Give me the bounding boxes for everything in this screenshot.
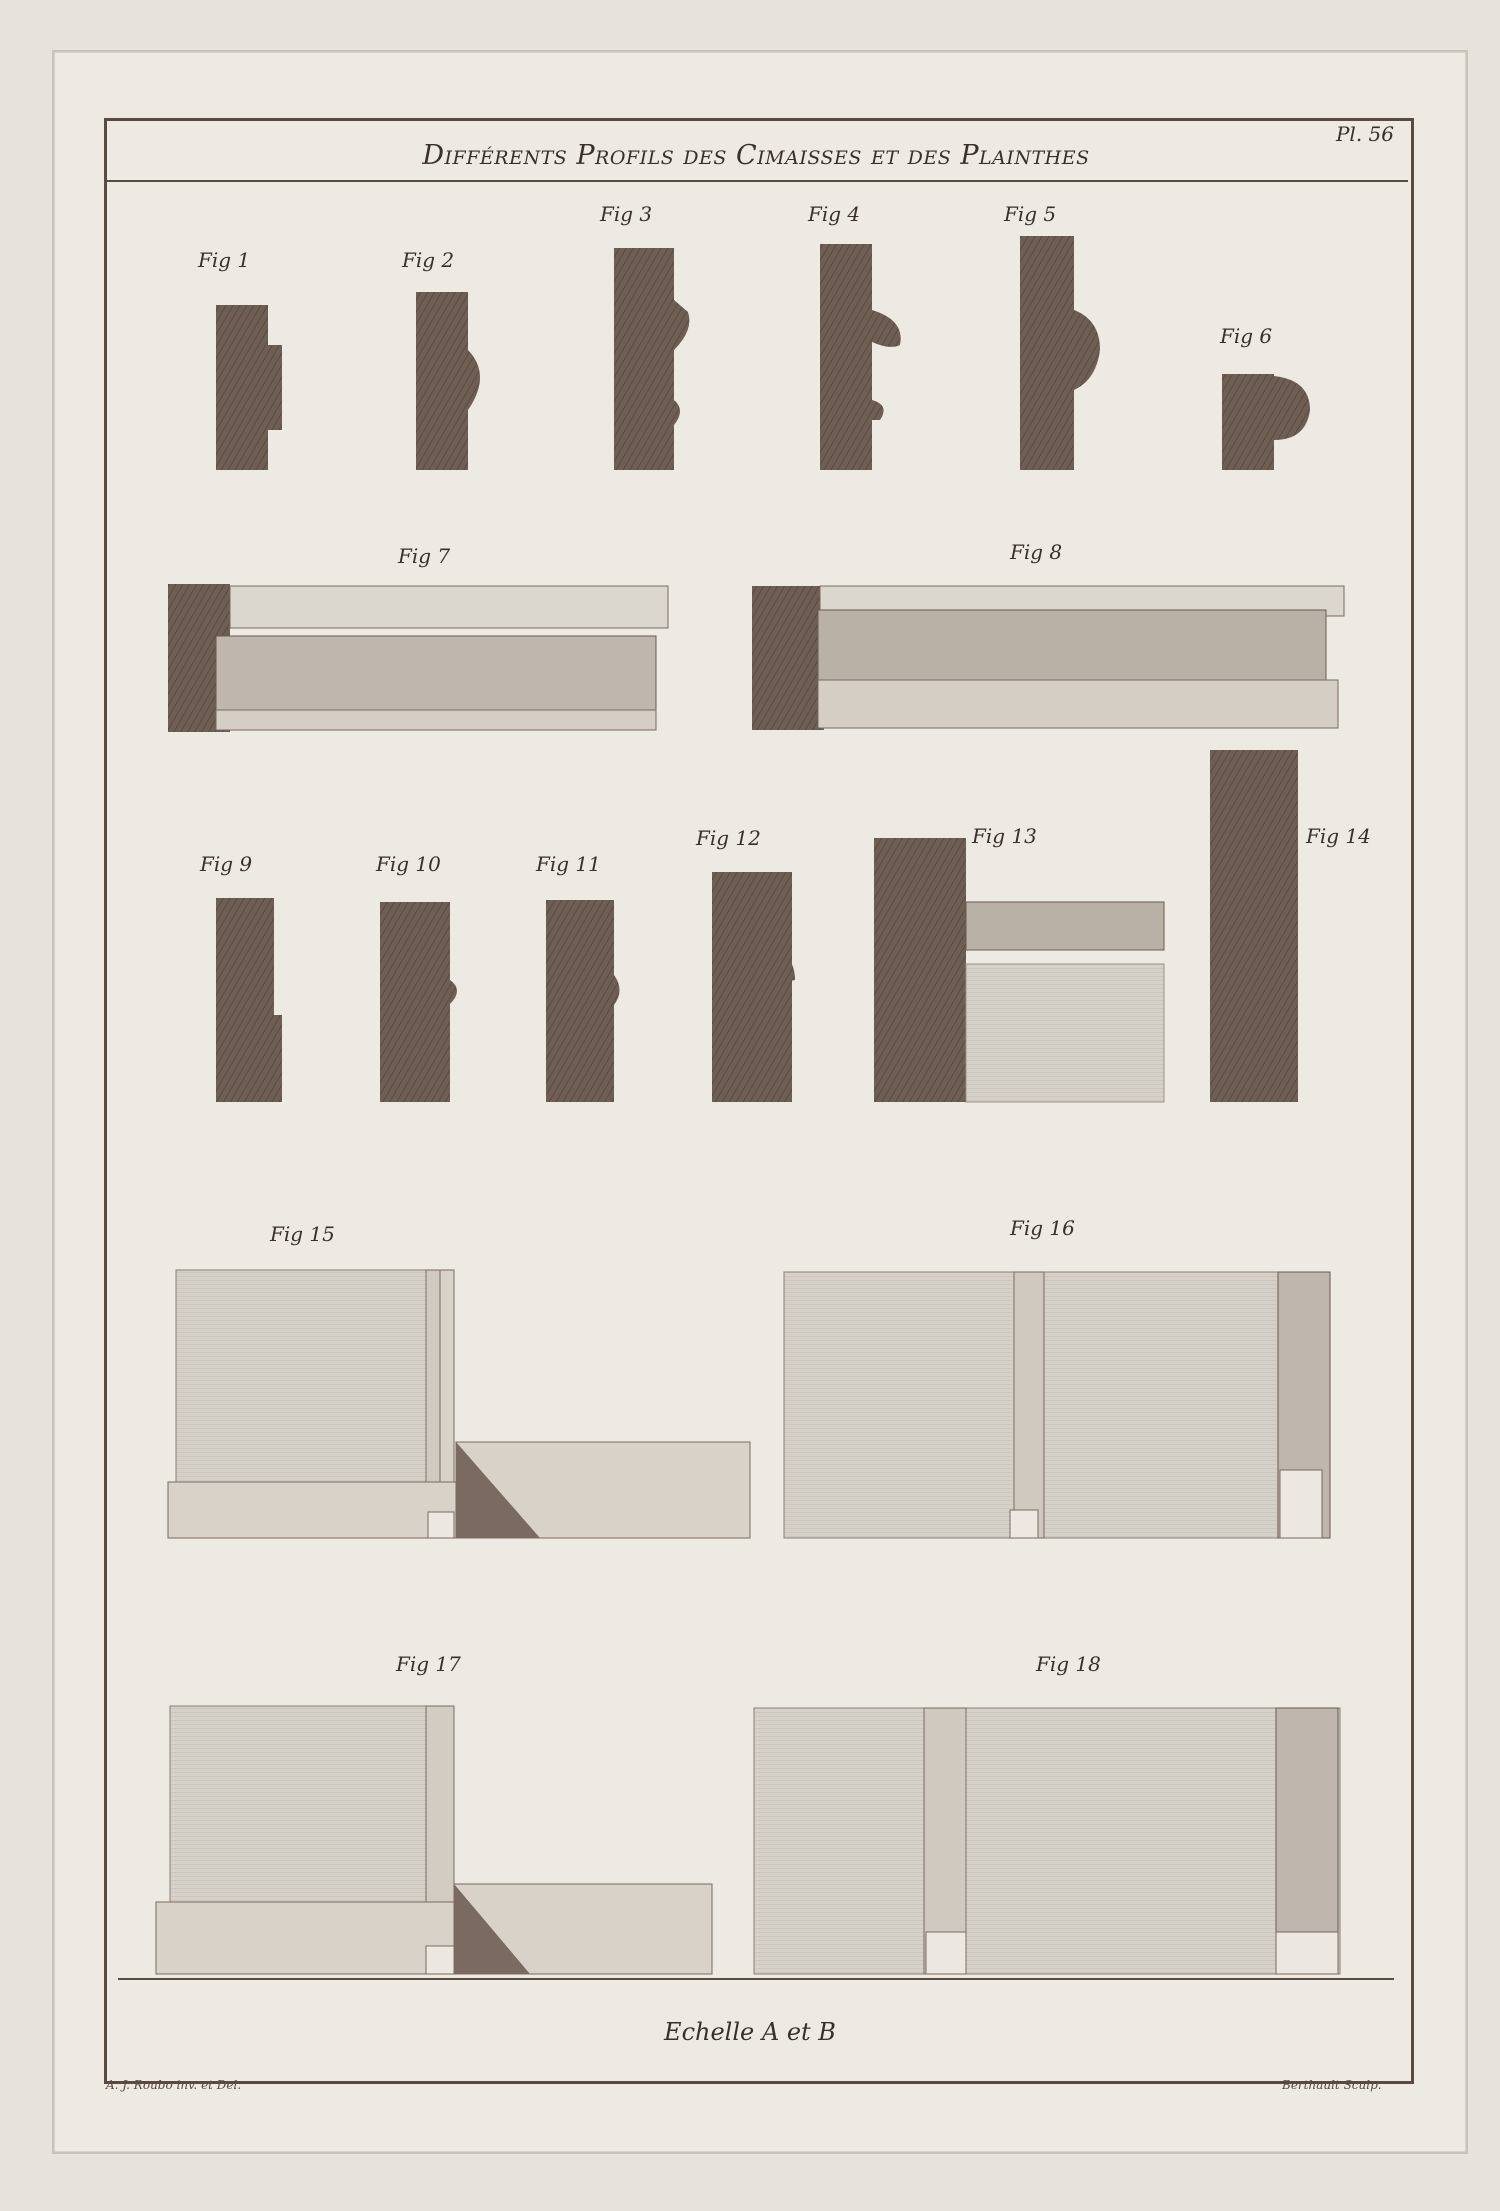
fig1-profile bbox=[216, 305, 282, 470]
fig-label-11: Fig 11 bbox=[536, 852, 601, 876]
fig-label-4: Fig 4 bbox=[808, 202, 861, 226]
plate-title: Différents Profils des Cimaisses et des Plainthes bbox=[422, 140, 1090, 171]
fig-label-9: Fig 9 bbox=[200, 852, 253, 876]
credit-left: A. J. Roubo inv. et Del. bbox=[106, 2078, 242, 2092]
fig17-drawing bbox=[156, 1706, 712, 1974]
fig7-drawing bbox=[168, 584, 668, 732]
fig-label-17: Fig 17 bbox=[396, 1652, 461, 1676]
fig-label-18: Fig 18 bbox=[1036, 1652, 1101, 1676]
scale-caption: Echelle A et B bbox=[664, 2018, 836, 2046]
fig2-profile bbox=[416, 292, 480, 470]
fig18-drawing bbox=[754, 1708, 1340, 1974]
fig-label-14: Fig 14 bbox=[1306, 824, 1371, 848]
fig11-profile bbox=[546, 900, 620, 1102]
inner-rule bbox=[118, 1978, 1394, 1980]
fig-label-6: Fig 6 bbox=[1220, 324, 1273, 348]
fig3-profile bbox=[614, 248, 689, 470]
fig-label-7: Fig 7 bbox=[398, 544, 451, 568]
fig16-drawing bbox=[784, 1272, 1330, 1538]
fig6-profile bbox=[1222, 374, 1310, 470]
fig12-profile bbox=[712, 872, 795, 1102]
fig14-profile bbox=[1210, 750, 1298, 1102]
fig-label-3: Fig 3 bbox=[600, 202, 653, 226]
fig-label-16: Fig 16 bbox=[1010, 1216, 1075, 1240]
fig4-profile bbox=[820, 244, 901, 470]
fig15-drawing bbox=[168, 1270, 750, 1538]
fig9-profile bbox=[216, 898, 282, 1102]
fig-label-13: Fig 13 bbox=[972, 824, 1037, 848]
fig-label-1: Fig 1 bbox=[198, 248, 251, 272]
fig10-profile bbox=[380, 902, 457, 1102]
fig-label-5: Fig 5 bbox=[1004, 202, 1057, 226]
fig-label-15: Fig 15 bbox=[270, 1222, 335, 1246]
fig-label-2: Fig 2 bbox=[402, 248, 455, 272]
fig-label-12: Fig 12 bbox=[696, 826, 761, 850]
fig8-drawing bbox=[752, 586, 1344, 730]
fig5-profile bbox=[1020, 236, 1100, 470]
credit-right: Berthault Sculp. bbox=[1282, 2078, 1382, 2092]
fig-label-8: Fig 8 bbox=[1010, 540, 1063, 564]
plate-number: Pl. 56 bbox=[1335, 122, 1394, 146]
fig-label-10: Fig 10 bbox=[376, 852, 441, 876]
fig13-drawing bbox=[874, 838, 1164, 1102]
